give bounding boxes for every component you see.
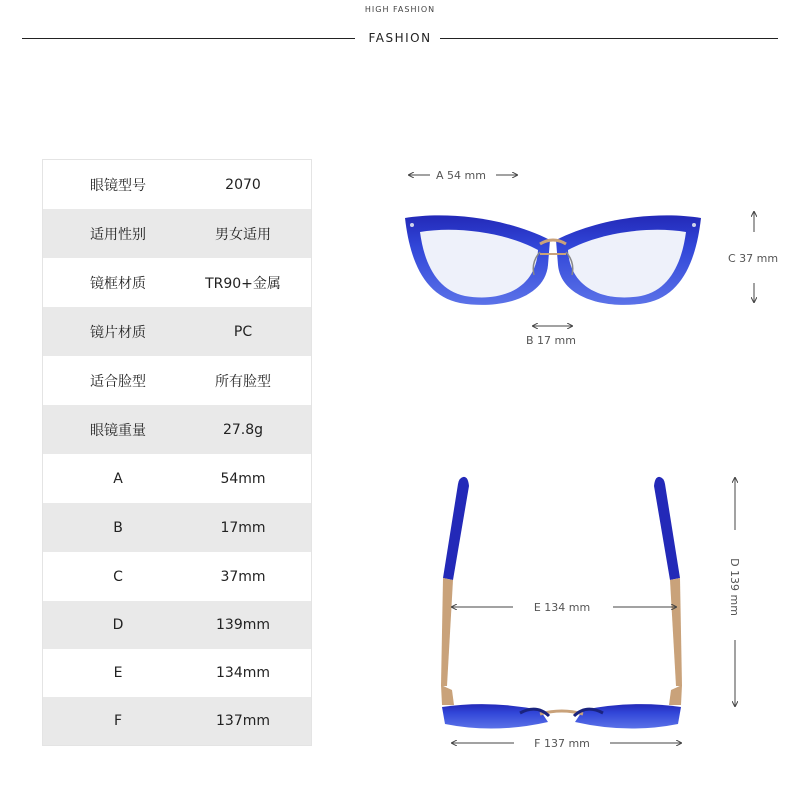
- header-tagline: HIGH FASHION: [364, 5, 436, 14]
- spec-label: 镜片材质: [90, 324, 146, 341]
- spec-value: 27.8g: [222, 421, 264, 438]
- dimension-b-label: B 17 mm: [526, 334, 576, 347]
- glasses-front-view: [405, 215, 701, 305]
- dimension-a-label: A 54 mm: [436, 169, 486, 182]
- spec-label: F: [113, 713, 123, 729]
- spec-value: 2070: [225, 176, 261, 193]
- spec-label: 眼镜型号: [90, 177, 146, 194]
- spec-label: 镜框材质: [90, 275, 146, 292]
- dimension-c-label: C 37 mm: [727, 252, 779, 265]
- spec-value: TR90+金属: [205, 275, 281, 292]
- header-title: FASHION: [368, 31, 432, 45]
- spec-label: C: [113, 568, 123, 585]
- dimension-f-label: F 137 mm: [534, 737, 590, 750]
- spec-value: 54mm: [220, 470, 266, 487]
- spec-value: 所有脸型: [215, 373, 271, 390]
- dimension-e-label: E 134 mm: [533, 601, 591, 614]
- spec-label: A: [113, 470, 123, 487]
- spec-value: 139mm: [216, 617, 270, 633]
- spec-value: 134mm: [216, 665, 270, 681]
- spec-value: 17mm: [220, 519, 266, 536]
- spec-label: 眼镜重量: [90, 422, 146, 439]
- spec-label: E: [113, 665, 123, 681]
- spec-value: PC: [233, 323, 253, 340]
- spec-value: 137mm: [216, 713, 270, 729]
- spec-value: 男女适用: [215, 226, 271, 243]
- spec-label: D: [112, 617, 124, 633]
- dimension-d-label: D 139 mm: [728, 558, 741, 616]
- spec-value: 37mm: [220, 568, 266, 585]
- spec-label: 适合脸型: [90, 373, 146, 390]
- spec-label: B: [113, 519, 123, 536]
- spec-label: 适用性别: [90, 226, 146, 243]
